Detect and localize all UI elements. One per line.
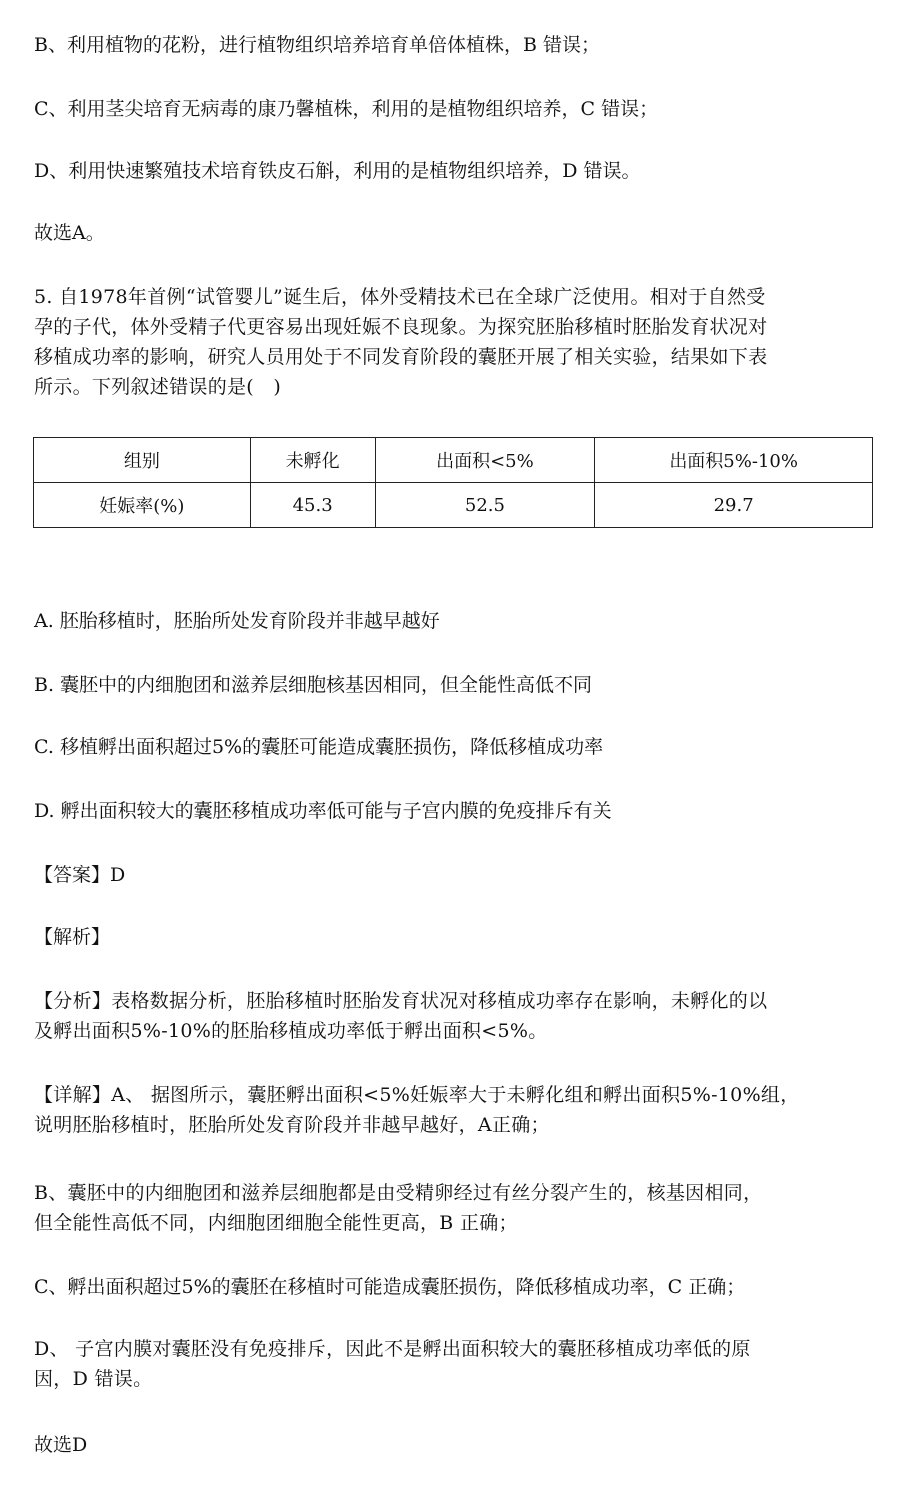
- explanation-line: 因，D 错误。: [34, 1368, 153, 1390]
- option-b: B. 囊胚中的内细胞团和滋养层细胞核基因相同，但全能性高低不同: [34, 674, 593, 696]
- analysis-line: 及孵出面积5%-10%的胚胎移植成功率低于孵出面积<5%。: [34, 1020, 548, 1042]
- prev-option-d-explanation: D、利用快速繁殖技术培育铁皮石斛，利用的是植物组织培养，D 错误。: [34, 160, 641, 182]
- prev-option-c-explanation: C、利用茎尖培育无病毒的康乃馨植株，利用的是植物组织培养，C 错误；: [34, 98, 659, 120]
- question-line: 孕的子代，体外受精子代更容易出现妊娠不良现象。为探究胚胎移植时胚胎发育状况对: [34, 316, 768, 338]
- detail-line: 【详解】A、 据图所示，囊胚孵出面积<5%妊娠率大于未孵化组和孵出面积5%-10%组，: [34, 1084, 800, 1106]
- explanation-line: 但全能性高低不同，内细胞团细胞全能性更高，B 正确；: [34, 1212, 518, 1234]
- prev-answer-choice: 故选A。: [34, 222, 105, 244]
- option-a: A. 胚胎移植时，胚胎所处发育阶段并非越早越好: [34, 610, 440, 632]
- option-c: C. 移植孵出面积超过5%的囊胚可能造成囊胚损伤，降低移植成功率: [34, 736, 604, 758]
- question-line: 移植成功率的影响，研究人员用处于不同发育阶段的囊胚开展了相关实验，结果如下表: [34, 346, 768, 368]
- explanation-c: C、孵出面积超过5%的囊胚在移植时可能造成囊胚损伤，降低移植成功率，C 正确；: [34, 1276, 746, 1298]
- question-stem: [34, 282, 874, 402]
- detail-line: 说明胚胎移植时，胚胎所处发育阶段并非越早越好，A正确；: [34, 1114, 550, 1136]
- explanation-line: D、 子宫内膜对囊胚没有免疫排斥，因此不是孵出面积较大的囊胚移植成功率低的原: [34, 1338, 751, 1360]
- answer: 【答案】D: [34, 864, 126, 886]
- explanation-line: B、囊胚中的内细胞团和滋养层细胞都是由受精卵经过有丝分裂产生的，核基因相同，: [34, 1182, 763, 1204]
- analysis-title: 【解析】: [34, 926, 111, 948]
- detail-paragraph: [34, 1080, 874, 1140]
- explanation-b: [34, 1178, 874, 1238]
- prev-option-b-explanation: B、利用植物的花粉，进行植物组织培养培育单倍体植株，B 错误；: [34, 34, 600, 56]
- table-header-cell: 出面积<5%: [375, 438, 595, 483]
- table-header-cell: 组别: [34, 438, 251, 483]
- analysis-paragraph: [34, 986, 874, 1046]
- table-cell: 29.7: [595, 483, 873, 528]
- table-cell: 52.5: [375, 483, 595, 528]
- option-d: D. 孵出面积较大的囊胚移植成功率低可能与子宫内膜的免疫排斥有关: [34, 800, 612, 822]
- table-cell: 45.3: [250, 483, 375, 528]
- explanation-d: [34, 1334, 874, 1394]
- analysis-line: 【分析】表格数据分析，胚胎移植时胚胎发育状况对移植成功率存在影响，未孵化的以: [34, 990, 768, 1012]
- table-header-row: [34, 438, 873, 483]
- table-header-cell: 未孵化: [250, 438, 375, 483]
- table-row: [34, 483, 873, 528]
- final-answer-choice: 故选D: [34, 1434, 88, 1456]
- results-table: [33, 437, 873, 528]
- question-line: 所示。下列叙述错误的是( ): [34, 376, 282, 398]
- table-cell: 妊娠率(%): [34, 483, 251, 528]
- question-line: 5. 自1978年首例“试管婴儿”诞生后，体外受精技术已在全球广泛使用。相对于自然受: [34, 286, 766, 308]
- table-header-cell: 出面积5%-10%: [595, 438, 873, 483]
